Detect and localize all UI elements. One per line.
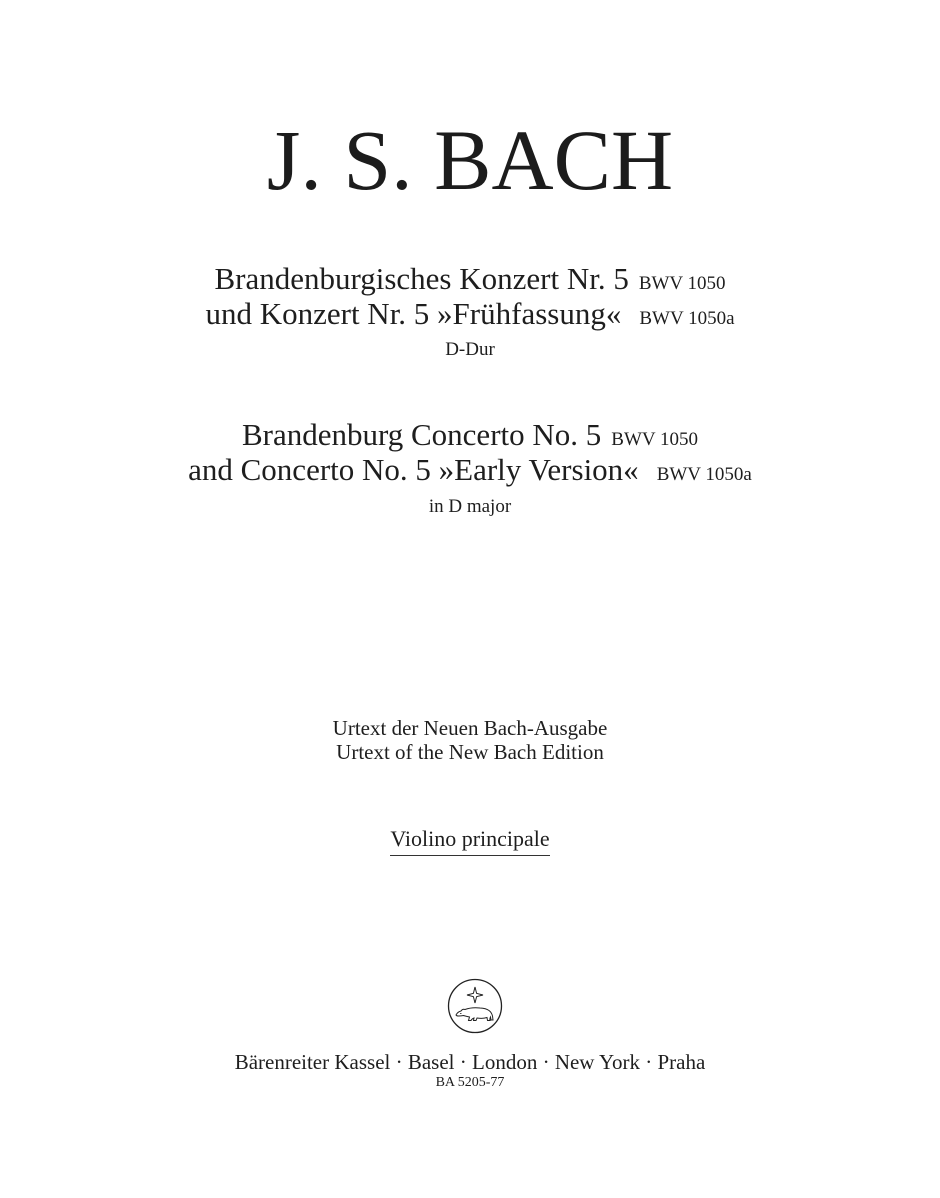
- german-bwv-2: BWV 1050a: [639, 308, 735, 329]
- german-bwv-1: BWV 1050: [638, 273, 726, 294]
- german-title-text-1: Brandenburgisches Konzert Nr. 5: [214, 261, 629, 296]
- english-title-text-1: Brandenburg Concerto No. 5: [241, 417, 602, 452]
- english-key: in D major: [428, 496, 512, 517]
- english-title-line-2: [0, 453, 940, 492]
- part-name: [0, 826, 940, 856]
- english-title-text-2: and Concerto No. 5 »Early Version«: [188, 452, 639, 487]
- composer-name: J. S. BACH: [266, 112, 674, 208]
- edition-german: Urtext der Neuen Bach-Ausgabe: [332, 716, 608, 740]
- english-bwv-2: BWV 1050a: [656, 464, 752, 485]
- baerenreiter-bear-star-icon: [447, 978, 503, 1034]
- german-key: D-Dur: [445, 339, 495, 360]
- edition-english: Urtext of the New Bach Edition: [336, 740, 604, 764]
- part-label: Violino principale: [390, 826, 549, 856]
- german-title-line-2: [0, 297, 940, 336]
- catalog-number: BA 5205-77: [435, 1075, 505, 1090]
- german-title-text-2: und Konzert Nr. 5 »Frühfassung«: [205, 296, 622, 331]
- publisher-line: Bärenreiter Kassel · Basel · London · New York · Praha: [234, 1050, 706, 1074]
- english-bwv-1: BWV 1050: [611, 429, 699, 450]
